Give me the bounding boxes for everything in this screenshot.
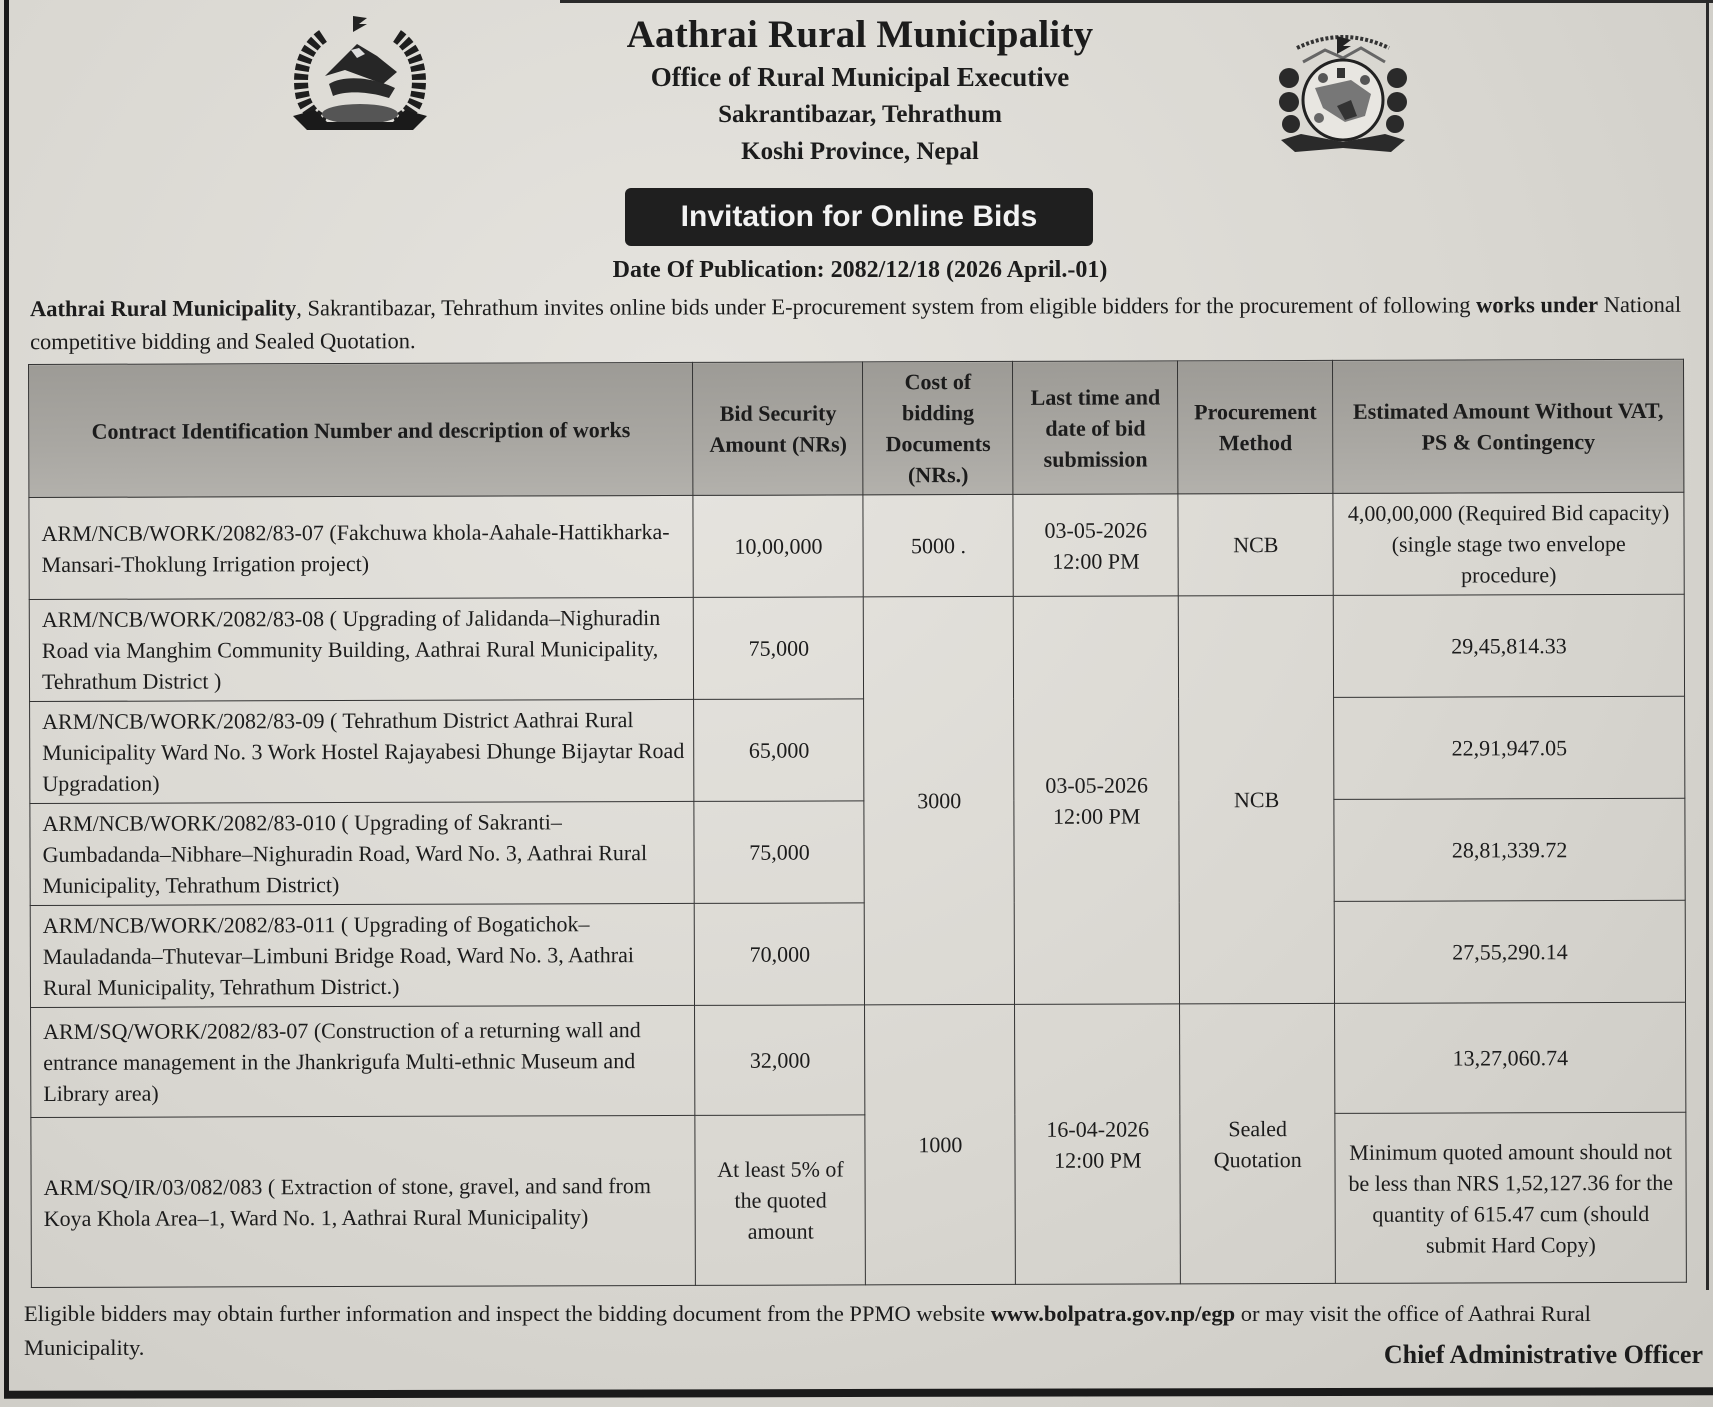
header-bid-security: Bid Security Amount (NRs)	[693, 362, 863, 496]
intro-text: , Sakrantibazar, Tehrathum invites online bids under E-procurement system from eligible bidders for the procurement of following	[296, 292, 1477, 321]
bid-security: 70,000	[695, 903, 865, 1006]
frame-border-left	[4, 0, 9, 1395]
frame-border-top	[560, 0, 1713, 3]
deadline	[1015, 1004, 1181, 1285]
table-row	[30, 900, 1685, 1007]
table-row	[29, 594, 1684, 701]
deadline-date: 16-04-2026	[1046, 1115, 1150, 1142]
header-deadline: Last time and date of bid submission	[1013, 361, 1178, 495]
doc-cost: 1000	[865, 1004, 1016, 1284]
header-doc-cost: Cost of bidding Documents (NRs.)	[863, 361, 1013, 494]
contract-description: ARM/NCB/WORK/2082/83-07 (Fakchuwa khola-Aahale-Hattikharka-Mansari-Thoklung Irrigation project)	[29, 495, 694, 599]
ppmo-website-link[interactable]: www.bolpatra.gov.np/egp	[990, 1301, 1236, 1326]
procurement-method: NCB	[1179, 595, 1335, 1003]
table-row	[30, 696, 1685, 803]
bid-security: 32,000	[695, 1005, 865, 1116]
estimated-amount: 29,45,814.33	[1333, 594, 1684, 697]
intro-tail: National competitive bidding and Sealed Quotation.	[30, 291, 1682, 355]
table-row	[31, 1112, 1687, 1287]
office-subtitle: Office of Rural Municipal Executive	[650, 62, 1070, 92]
intro-lead: Aathrai Rural Municipality	[29, 295, 297, 322]
estimated-amount: 27,55,290.14	[1334, 900, 1685, 1003]
table-row	[31, 1002, 1686, 1117]
signature: Chief Administrative Officer	[1383, 1340, 1703, 1369]
header-estimated-amount: Estimated Amount Without VAT, PS & Contingency	[1333, 359, 1684, 493]
contract-description: ARM/NCB/WORK/2082/83-09 ( Tehrathum District Aathrai Rural Municipality Ward No. 3 Work Hostel Rajayabesi Dhunge Bijaytar Road Upgradation)	[30, 699, 695, 803]
deadline-time: 12:00 PM	[1052, 803, 1141, 829]
table-header-row	[29, 359, 1684, 497]
municipality-logo-icon	[1275, 28, 1411, 162]
deadline-date: 03-05-2026	[1045, 771, 1149, 798]
bid-security: 10,00,000	[693, 495, 863, 598]
bid-security: At least 5% of the quoted amount	[695, 1115, 865, 1286]
contract-description: ARM/SQ/IR/03/082/083 ( Extraction of stone, gravel, and sand from Koya Khola Area–1, Ward No. 1, Aathrai Rural Municipality)	[31, 1115, 696, 1287]
address-line-1: Sakrantibazar, Tehrathum	[718, 101, 1002, 128]
procurement-method: NCB	[1178, 493, 1333, 595]
notice-header	[540, 12, 1180, 170]
estimated-amount: 28,81,339.72	[1334, 798, 1685, 901]
intro-works-under: works under	[1476, 292, 1599, 318]
bid-security: 75,000	[694, 597, 864, 700]
footer-text-after: or may visit the office of Aathrai Rural Municipality.	[24, 1301, 1591, 1360]
nepal-emblem-icon	[285, 14, 435, 140]
procurement-method: Sealed Quotation	[1180, 1003, 1336, 1283]
contract-description: ARM/NCB/WORK/2082/83-010 ( Upgrading of Sakranti–Gumbadanda–Nibhare–Nighuradin Road, Ward No. 3, Aathrai Rural Municipality, Tehrathum District)	[30, 801, 695, 905]
contract-description: ARM/SQ/WORK/2082/83-07 (Construction of a returning wall and entrance management in the Jhankrigufa Multi-ethnic Museum and Library area)	[31, 1005, 696, 1117]
bid-security: 75,000	[694, 801, 864, 904]
contract-description: ARM/NCB/WORK/2082/83-011 ( Upgrading of Bogatichok–Mauladanda–Thutevar–Limbuni Bridge Road, Ward No. 3, Aathrai Rural Municipality, Tehrathum District.)	[30, 903, 695, 1007]
estimated-amount: 13,27,060.74	[1335, 1002, 1686, 1113]
invitation-banner: Invitation for Online Bids	[625, 188, 1093, 246]
estimated-amount: Minimum quoted amount should not be less than NRS 1,52,127.36 for the quantity of 615.47 cum (should submit Hard Copy)	[1335, 1112, 1686, 1283]
deadline-time: 12:00 PM	[1054, 1147, 1142, 1173]
doc-cost: 3000	[864, 596, 1015, 1004]
contract-description: ARM/NCB/WORK/2082/83-08 ( Upgrading of Jalidanda–Nighuradin Road via Manghim Community Building, Aathrai Rural Municipality, Tehrathum District )	[29, 597, 694, 701]
deadline-time: 12:00 PM	[1052, 548, 1140, 574]
bid-security: 65,000	[694, 699, 864, 802]
deadline-date: 03-05-2026	[1044, 516, 1148, 543]
address-line-2: Koshi Province, Nepal	[741, 138, 979, 165]
header-procurement-method: Procurement Method	[1178, 360, 1333, 493]
footer-text-before: Eligible bidders may obtain further information and inspect the bidding document from the PPMO website	[24, 1301, 991, 1326]
deadline	[1014, 596, 1180, 1005]
deadline	[1013, 494, 1178, 597]
table-row	[30, 798, 1685, 905]
table-row	[29, 492, 1684, 599]
publication-date: Date Of Publication: 2082/12/18 (2026 April.-01)	[612, 257, 1108, 283]
doc-cost: 5000 .	[863, 494, 1013, 596]
bids-table	[28, 359, 1687, 1288]
estimated-amount: 22,91,947.05	[1334, 696, 1685, 799]
frame-border-right	[1706, 0, 1709, 1290]
estimated-amount: 4,00,00,000 (Required Bid capacity) (single stage two envelope procedure)	[1333, 492, 1684, 595]
header-contract-id: Contract Identification Number and description of works	[29, 362, 694, 497]
intro-paragraph	[30, 288, 1690, 358]
municipality-title: Aathrai Rural Municipality	[626, 13, 1094, 56]
